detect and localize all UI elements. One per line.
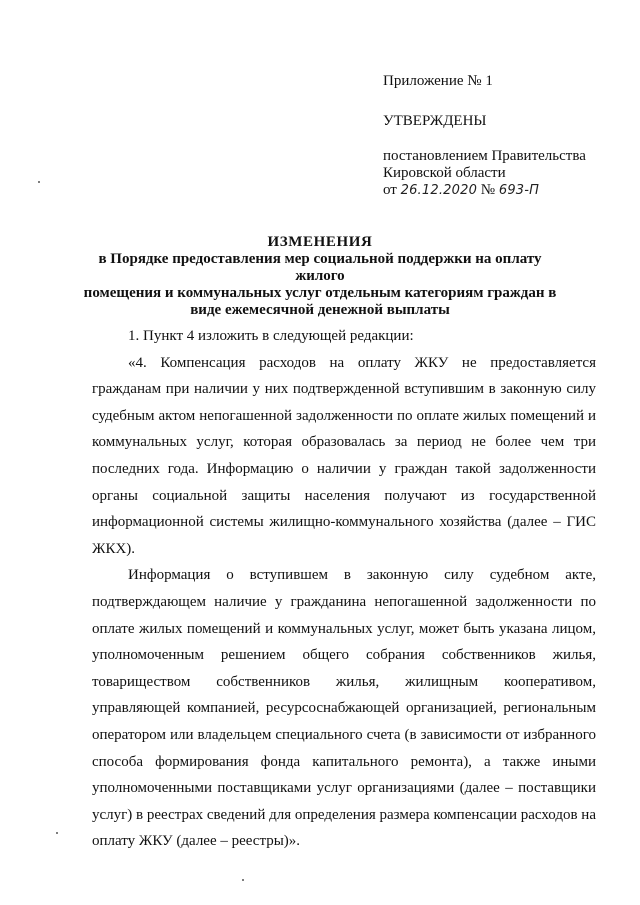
title-heading: ИЗМЕНЕНИЯ — [267, 234, 373, 250]
title-line-3: виде ежемесячной денежной выплаты — [190, 302, 450, 318]
paragraph-1: 1. Пункт 4 изложить в следующей редакции: — [128, 328, 414, 344]
paragraph-3: Информация о вступившем в законную силу судебном акте, подтверждающем наличие у гражданина непогашенной задолженности по оплате жилых помещений и коммунальных услуг, может быть указана лицом, уполномоченным решением общего собрания собственников жилья, товариществом собственников жилья, жилищным кооперативом, управляющей компанией, ресурсоснабжающей организацией, региональным оператором или владельцем специального счета (в зависимости от избранного способа формирования фонда капитального ремонта), а также иными уполномоченными поставщиками услуг организациями (далее – поставщики услуг) в реестрах сведений для определения размера компенсации расходов на оплату ЖКУ (далее – реестры)». — [92, 567, 596, 850]
decree-line-3 — [383, 182, 586, 199]
scan-speck — [56, 832, 58, 834]
scan-speck — [242, 879, 244, 881]
scan-speck — [38, 181, 40, 183]
decree-number: 693-П — [498, 183, 540, 198]
decree-line-2: Кировской области — [383, 165, 506, 181]
appendix-label: Приложение № 1 — [383, 73, 493, 89]
decree-date: 26.12.2020 — [400, 183, 478, 198]
decree-prefix: от — [383, 182, 397, 198]
title-line-2: помещения и коммунальных услуг отдельным категориям граждан в — [83, 285, 557, 301]
decree-number-sign: № — [480, 182, 496, 198]
document-title — [80, 234, 560, 319]
title-line-1: в Порядке предоставления мер социальной поддержки на оплату жилого — [98, 251, 542, 284]
paragraph-2: «4. Компенсация расходов на оплату ЖКУ не предоставляется гражданам при наличии у них подтвержденной вступившим в законную силу судебным актом непогашенной задолженности по оплате жилых помещений и коммунальных услуг, которая образовалась за период не более чем три последних года. Информацию о наличии у граждан такой задолженности органы социальной защиты населения получают из государственной информационной системы жилищно-коммунального хозяйства (далее – ГИС ЖКХ). — [92, 354, 596, 557]
decree-line-1: постановлением Правительства — [383, 148, 586, 164]
decree-block — [383, 148, 586, 199]
approved-label: УТВЕРЖДЕНЫ — [383, 113, 487, 129]
document-body — [92, 323, 596, 855]
